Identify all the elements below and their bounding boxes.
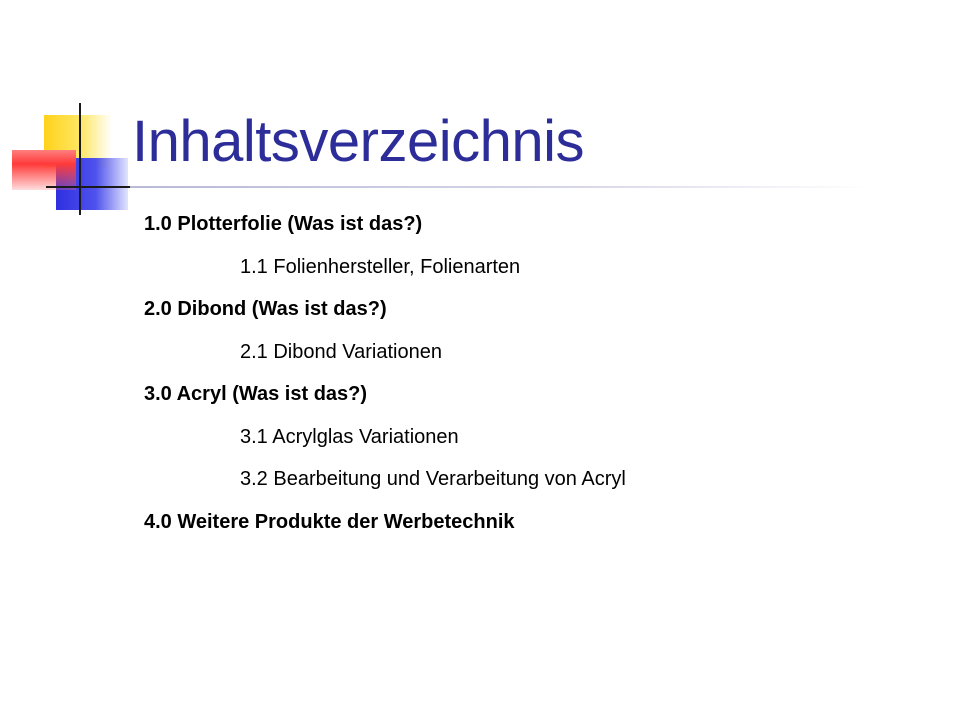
table-of-contents [144, 203, 626, 543]
vertical-line-decoration [79, 103, 81, 215]
toc-item: 4.0 Weitere Produkte der Werbetechnik [144, 510, 515, 533]
toc-item: 1.0 Plotterfolie (Was ist das?) [144, 213, 423, 235]
decorative-corner-graphic [0, 0, 140, 230]
slide-title: Inhaltsverzeichnis [132, 109, 584, 174]
toc-item: 2.0 Dibond (Was ist das?) [144, 298, 387, 320]
red-square-decoration [12, 150, 76, 190]
toc-subitem: 1.1 Folienhersteller, Folienarten [240, 255, 521, 278]
toc-item: 3.0 Acryl (Was ist das?) [144, 383, 368, 405]
toc-subitem: 2.1 Dibond Variationen [240, 340, 442, 363]
title-underline-rule [130, 186, 870, 188]
toc-subitem: 3.2 Bearbeitung und Verarbeitung von Acryl [240, 468, 626, 490]
toc-subitem: 3.1 Acrylglas Variationen [240, 425, 459, 448]
horizontal-line-decoration [46, 186, 132, 188]
